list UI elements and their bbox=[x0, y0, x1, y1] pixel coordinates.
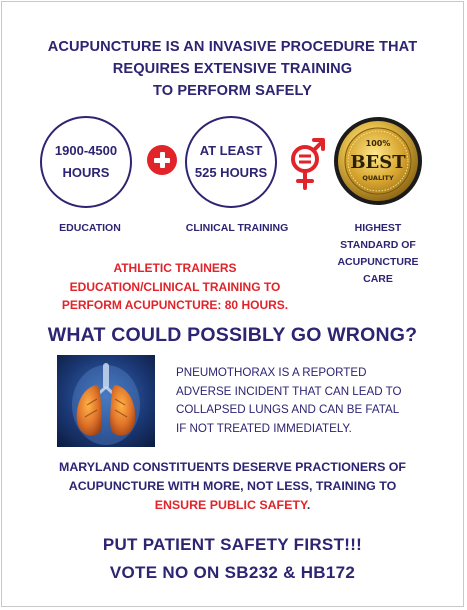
athletic-line: PERFORM ACUPUNCTURE: 80 HOURS. bbox=[61, 298, 289, 312]
headline-line: ACUPUNCTURE IS AN INVASIVE PROCEDURE THAT bbox=[47, 39, 418, 55]
quality-seal-icon bbox=[333, 116, 423, 206]
public-safety-highlight: ENSURE PUBLIC SAFETY bbox=[154, 498, 307, 512]
clinical-hours-line: 525 HOURS bbox=[194, 165, 268, 180]
education-hours-circle bbox=[40, 116, 132, 208]
plus-icon bbox=[147, 145, 177, 175]
pneumothorax-line: COLLAPSED LUNGS AND CAN BE FATAL bbox=[176, 403, 400, 416]
education-caption: EDUCATION bbox=[59, 222, 121, 234]
standard-line: CARE bbox=[363, 273, 393, 285]
clinical-hours-line: AT LEAST bbox=[199, 143, 263, 158]
standard-line: ACUPUNCTURE bbox=[337, 256, 419, 268]
athletic-trainers-text bbox=[40, 259, 310, 315]
cta-line: PUT PATIENT SAFETY FIRST!!! bbox=[102, 535, 363, 554]
standard-caption bbox=[325, 220, 431, 288]
standard-line: STANDARD OF bbox=[340, 239, 416, 251]
maryland-line: ACUPUNCTURE WITH MORE, NOT LESS, TRAINING TO bbox=[68, 479, 397, 493]
athletic-line: EDUCATION/CLINICAL TRAINING TO bbox=[69, 279, 281, 294]
maryland-line bbox=[0, 496, 465, 515]
clinical-caption: CLINICAL TRAINING bbox=[185, 222, 289, 234]
headline-line: REQUIRES EXTENSIVE TRAINING bbox=[112, 61, 353, 77]
headline-line: TO PERFORM SAFELY bbox=[152, 83, 312, 99]
cta-line: VOTE NO ON SB232 & HB172 bbox=[109, 563, 356, 582]
education-hours-line: HOURS bbox=[62, 165, 110, 180]
call-to-action bbox=[0, 531, 465, 587]
maryland-line-end: . bbox=[306, 498, 311, 512]
maryland-statement bbox=[0, 458, 465, 515]
education-hours-line: 1900-4500 bbox=[54, 143, 118, 158]
maryland-line: MARYLAND CONSTITUENTS DESERVE PRACTIONERS OF bbox=[59, 460, 406, 474]
seal-main-text: BEST bbox=[350, 152, 406, 173]
lungs-image bbox=[57, 355, 155, 447]
pneumothorax-text bbox=[176, 364, 436, 438]
athletic-line: ATHLETIC TRAINERS bbox=[113, 261, 237, 275]
clinical-hours-circle bbox=[185, 116, 277, 208]
pneumothorax-line: PNEUMOTHORAX IS A REPORTED bbox=[176, 366, 367, 379]
standard-line: HIGHEST bbox=[354, 222, 402, 234]
question-heading: WHAT COULD POSSIBLY GO WRONG? bbox=[47, 324, 418, 346]
seal-top-text: 100% bbox=[365, 139, 391, 148]
pneumothorax-line: IF NOT TREATED IMMEDIATELY. bbox=[176, 421, 352, 435]
seal-bottom-text: QUALITY bbox=[362, 174, 394, 182]
pneumothorax-line: ADVERSE INCIDENT THAT CAN LEAD TO bbox=[176, 384, 402, 398]
headline bbox=[0, 36, 465, 102]
gender-symbol-icon bbox=[287, 135, 327, 193]
